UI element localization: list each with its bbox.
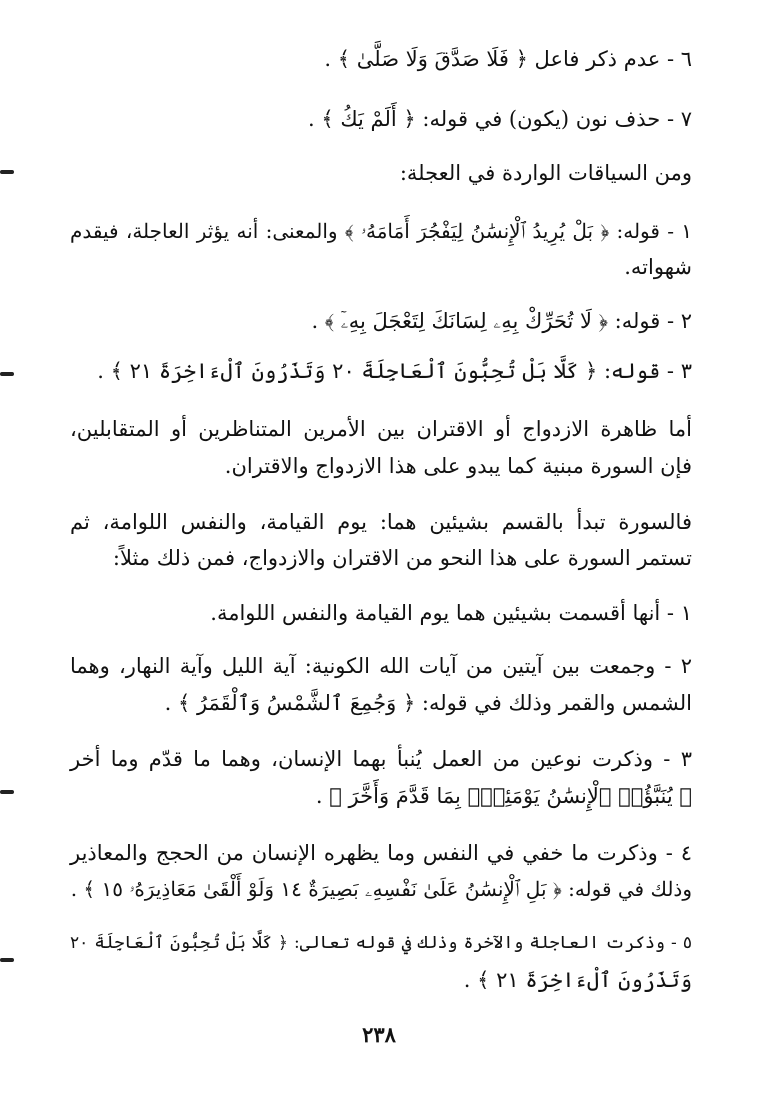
scan-edge-mark bbox=[0, 790, 14, 794]
text-line-10: فالسورة تبدأ بالقسم بشيئين هما: يوم القيامة، والنفس اللوامة، ثم bbox=[70, 510, 692, 534]
text-line-7: ٣ - قوله: ﴿ كَلَّا بَلْ تُحِبُّونَ ٱلْعَاجِلَةَ ٢٠ وَتَذَرُونَ ٱلْءَاخِرَةَ ٢١ ﴾ . bbox=[97, 359, 692, 383]
text-line-3: ومن السياقات الواردة في العجلة: bbox=[399, 161, 692, 185]
text-line-5: شهواته. bbox=[624, 255, 692, 279]
text-line-11: تستمر السورة على هذا النحو من الاقتران والازدواج، فمن ذلك مثلاً: bbox=[112, 546, 692, 570]
text-line-20: وَتَذَرُونَ ٱلْءَاخِرَةَ ٢١ ﴾ . bbox=[463, 968, 692, 992]
text-line-2: ٧ - حذف نون (يكون) في قوله: ﴿ أَلَمْ يَكُ ﴾ . bbox=[308, 107, 692, 131]
text-line-16: ﴿ يُنَبَّؤُا۟ ٱلْإِنسَٰنُ يَوْمَئِذٍۭ بِمَا قَدَّمَ وَأَخَّرَ ﴾ . bbox=[315, 784, 692, 808]
text-line-14: الشمس والقمر وذلك في قوله: ﴿ وَجُمِعَ ٱلشَّمْسُ وَٱلْقَمَرُ ﴾ . bbox=[164, 691, 692, 715]
text-line-12: ١ - أنها أقسمت بشيئين هما يوم القيامة والنفس اللوامة. bbox=[210, 601, 692, 625]
text-line-4: ١ - قوله: ﴿ بَلْ يُرِيدُ ٱلْإِنسَٰنُ لِيَفْجُرَ أَمَامَهُۥ ﴾ والمعنى: أنه يؤثر العاجلة، فيقدم bbox=[70, 219, 692, 243]
text-line-6: ٢ - قوله: ﴿ لَا تُحَرِّكْ بِهِۦ لِسَانَكَ لِتَعْجَلَ بِهِۦٓ ﴾ . bbox=[311, 309, 692, 333]
text-line-9: فإن السورة مبنية كما يبدو على هذا الازدواج والاقتران. bbox=[224, 454, 692, 478]
text-line-8: أما ظاهرة الازدواج أو الاقتران بين الأمرين المتناظرين أو المتقابلين، bbox=[70, 417, 692, 441]
page-number: ٢٣٨ bbox=[362, 1022, 396, 1047]
scan-edge-mark bbox=[0, 372, 14, 376]
text-line-13: ٢ - وجمعت بين آيتين من آيات الله الكونية: آية الليل وآية النهار، وهما bbox=[70, 654, 692, 678]
text-line-1: ٦ - عدم ذكر فاعل ﴿ فَلَا صَدَّقَ وَلَا صَلَّىٰ ﴾ . bbox=[324, 47, 692, 71]
text-line-17: ٤ - وذكرت ما خفي في النفس وما يظهره الإنسان من الحجج والمعاذير bbox=[70, 841, 692, 865]
scan-edge-mark bbox=[0, 958, 14, 962]
text-line-18: وذلك في قوله: ﴿ بَلِ ٱلْإِنسَٰنُ عَلَىٰ نَفْسِهِۦ بَصِيرَةٌ ١٤ وَلَوْ أَلْقَىٰ مَعَاذِيرَهُۥ ١٥ ﴾ . bbox=[70, 877, 692, 901]
text-line-15: ٣ - وذكرت نوعين من العمل يُنبأ بهما الإنسان، وهما ما قدّم وما أخر bbox=[70, 747, 692, 771]
text-line-19: ٥ - وذكرت العاجلة والآخرة وذلك في قوله تعالى: ﴿ كَلَّا بَلْ تُحِبُّونَ ٱلْعَاجِلَةَ ٢٠ bbox=[70, 933, 692, 953]
scan-edge-mark bbox=[0, 170, 14, 174]
